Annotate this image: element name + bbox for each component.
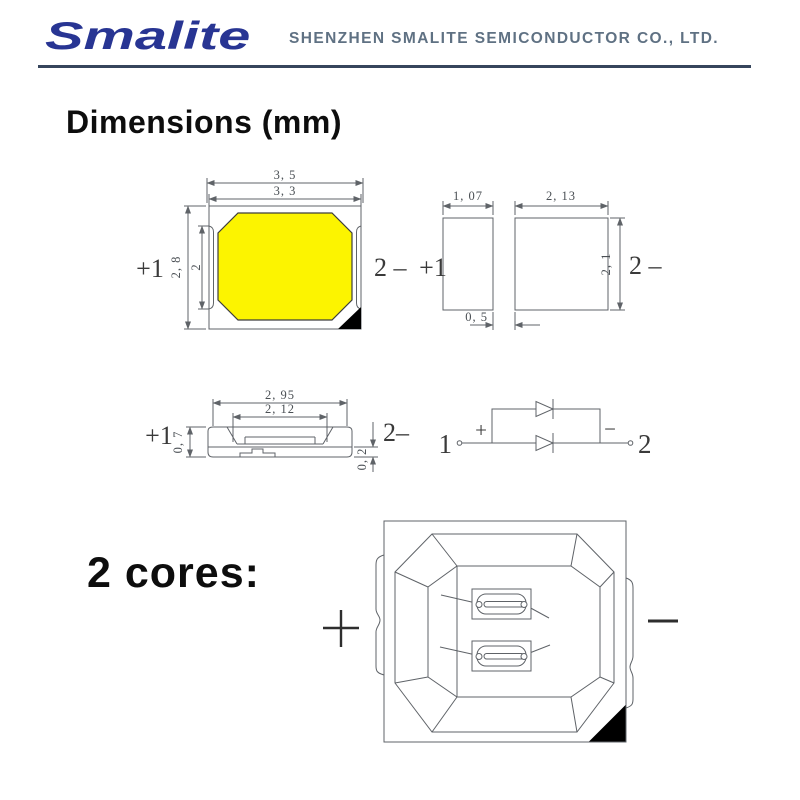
dim-0-5: 0, 5 <box>465 310 488 324</box>
ext-lines-0-7 <box>186 427 206 457</box>
right-terminal-bump <box>626 578 633 708</box>
circuit-plus-sign: + <box>475 418 487 442</box>
terminal-2-label: 2 <box>638 429 652 459</box>
chip-1-right-pad <box>521 602 527 608</box>
pad-view-anode-label: +1 <box>419 253 447 282</box>
diode-bottom <box>536 436 553 451</box>
left-terminal-bump <box>376 555 384 675</box>
side-view-drawing <box>145 388 410 472</box>
company-name: SHENZHEN SMALITE SEMICONDUCTOR CO., LTD. <box>289 30 720 47</box>
terminal-1-label: 1 <box>438 429 452 459</box>
pad-view-drawing <box>419 189 662 330</box>
plus-symbol <box>323 610 359 647</box>
top-view-anode-label: +1 <box>136 254 164 283</box>
ext-lines-2-13 <box>515 201 608 215</box>
circuit-minus-sign: − <box>604 417 616 441</box>
dim-3-5: 3, 5 <box>273 168 297 182</box>
top-view-drawing <box>136 168 407 329</box>
cores-label: 2 cores: <box>87 549 260 597</box>
terminal-2-node <box>628 441 633 446</box>
ext-lines-0-5 <box>493 312 515 330</box>
chip-2-right-pad <box>521 654 527 660</box>
top-branch-wire <box>492 409 600 443</box>
diode-top <box>536 402 553 417</box>
side-view-cathode-label: 2– <box>383 418 409 447</box>
dim-0-2: 0, 2 <box>355 447 369 471</box>
core-view-drawing <box>323 521 678 742</box>
side-view-anode-label: +1 <box>145 421 173 450</box>
dim-3-3: 3, 3 <box>273 184 297 198</box>
circuit-diagram <box>439 399 652 459</box>
top-view-cathode-label: 2 – <box>374 253 407 282</box>
smalite-logo: Smalite <box>45 15 251 58</box>
cathode-pad <box>515 218 608 310</box>
terminal-1-node <box>457 441 462 446</box>
ext-lines-1-07 <box>443 201 493 215</box>
chip-1-left-pad <box>476 602 482 608</box>
pad-view-cathode-label: 2 – <box>629 251 662 280</box>
dim-0-7: 0, 7 <box>171 430 185 454</box>
phosphor-area <box>218 213 352 320</box>
dim-2-12: 2, 12 <box>265 402 295 416</box>
core-package-outline <box>384 521 626 742</box>
dim-2-13: 2, 13 <box>546 189 576 203</box>
chip-2-left-pad <box>476 654 482 660</box>
dim-2-1: 2, 1 <box>599 252 613 276</box>
anode-pad <box>443 218 493 310</box>
dim-1-07: 1, 07 <box>453 189 483 203</box>
dim-2-95: 2, 95 <box>265 388 295 402</box>
page-title: Dimensions (mm) <box>66 104 342 140</box>
dim-2-8: 2, 8 <box>169 255 183 279</box>
dim-2: 2 <box>189 263 203 271</box>
